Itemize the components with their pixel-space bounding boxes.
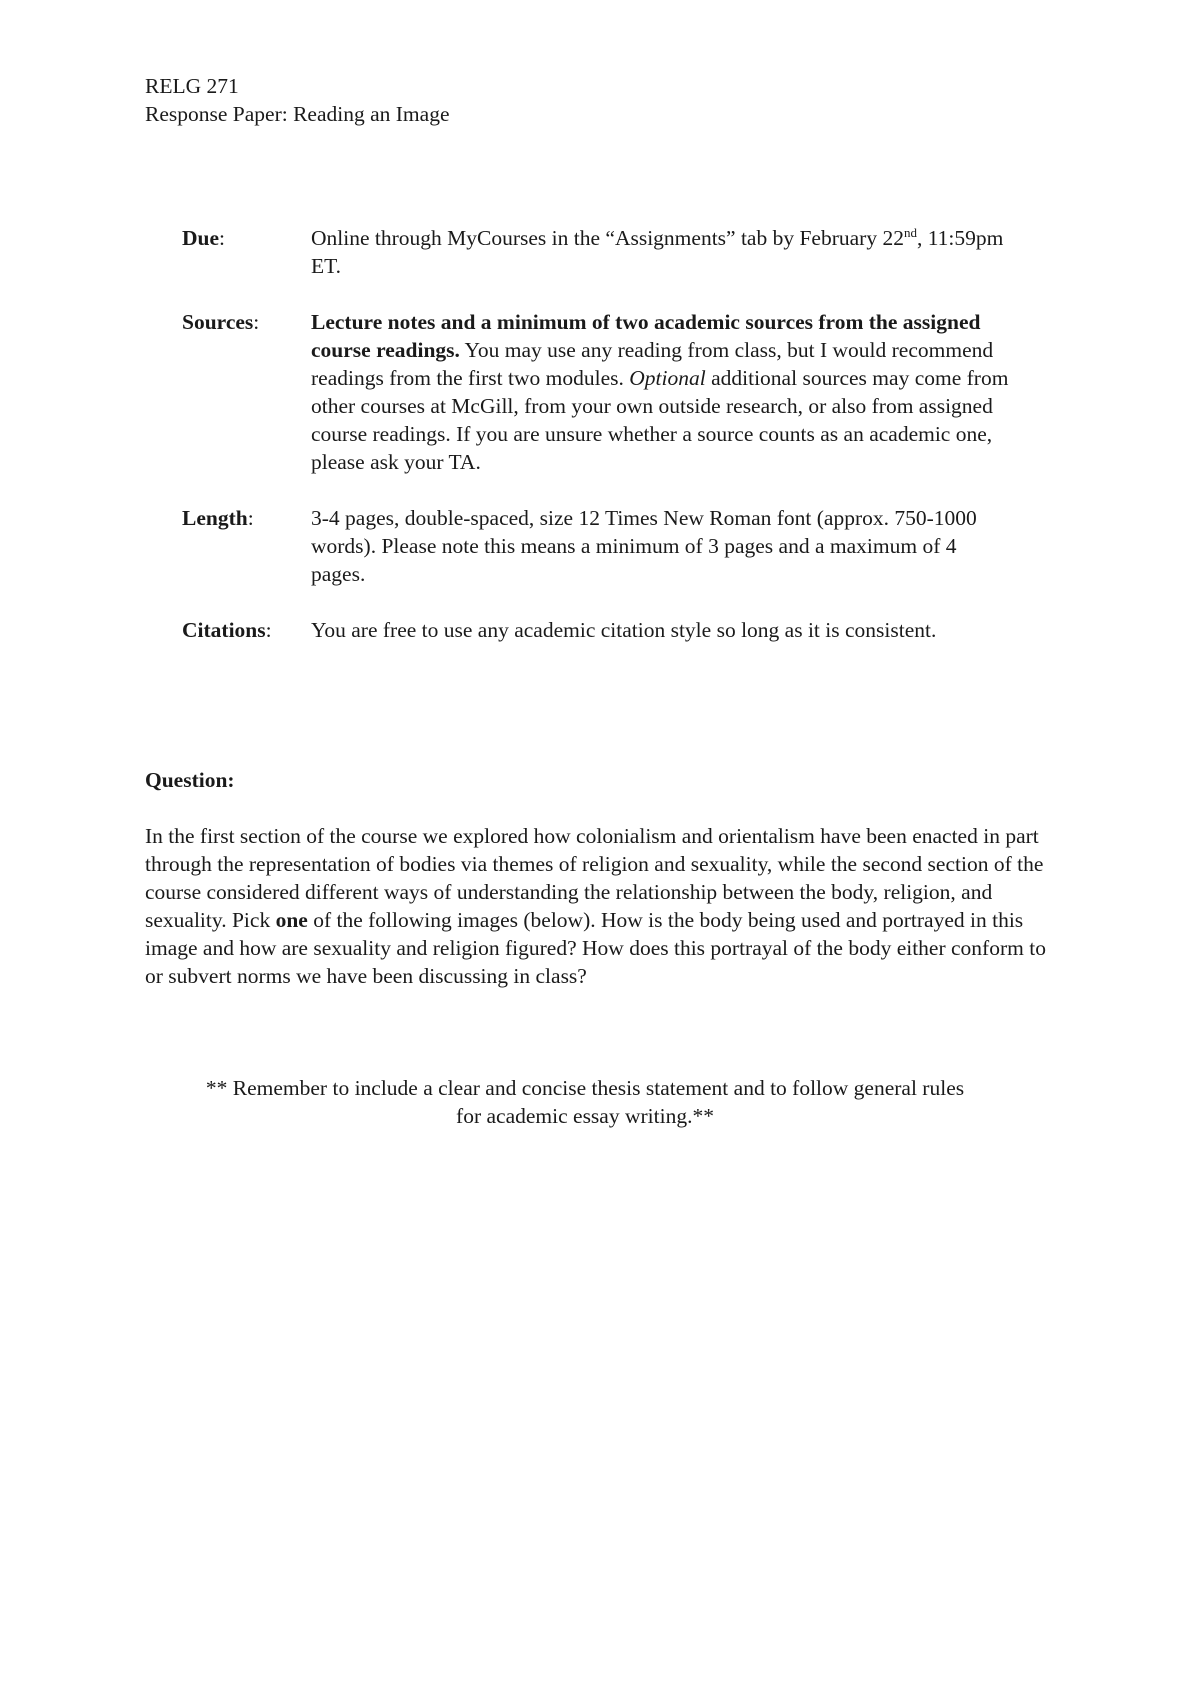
course-code: RELG 271 [145, 74, 239, 98]
length-row [182, 504, 1022, 588]
length-label-text: Length [182, 506, 248, 530]
sources-bold-text: Lecture notes and a minimum of two academic sources from the assigned course readings. [311, 310, 981, 362]
due-label [182, 224, 311, 280]
due-label-colon: : [219, 226, 226, 250]
sources-label [182, 308, 311, 476]
sources-label-colon: : [253, 310, 260, 334]
question-heading: Question: [145, 768, 235, 792]
citations-value: You are free to use any academic citation style so long as it is consistent. [311, 618, 937, 642]
question-text-before: In the first section of the course we explored how colonialism and orientalism have been enacted in part through the representation of bodies via themes of religion and sexuality, while the second section of the course considered different ways of understanding the relationship between the body, religion, and sexuality. Pick [145, 824, 1044, 932]
sources-row [182, 308, 1022, 476]
question-text-after: of the following images (below). How is the body being used and portrayed in this image and how are sexuality and religion figured? How does this portrayal of the body either conform to or subvert norms we have been discussing in class? [145, 908, 1046, 988]
due-time: , 11:59pm ET. [311, 226, 1004, 278]
citations-label [182, 616, 311, 644]
due-superscript: nd [903, 224, 917, 240]
question-bold-word: one [275, 908, 308, 932]
sources-value [311, 308, 1011, 476]
reminder-line-2: for academic essay writing.** [456, 1104, 714, 1128]
citations-label-text: Citations [182, 618, 266, 642]
reminder-line-1: ** Remember to include a clear and concise thesis statement and to follow general rules [205, 1076, 965, 1100]
sources-italic-text: Optional [629, 366, 706, 390]
question-paragraph [145, 822, 1050, 990]
sources-text-2: additional sources may come from other courses at McGill, from your own outside research, or also from assigned course readings. If you are unsure whether a source counts as an academic one, please ask your TA. [311, 366, 1009, 474]
due-row [182, 224, 1022, 280]
length-label-colon: : [247, 506, 254, 530]
due-value [311, 224, 1011, 280]
length-value: 3-4 pages, double-spaced, size 12 Times New Roman font (approx. 750-1000 words). Please note this means a minimum of 3 pages and a maximum of 4 pages. [311, 506, 977, 586]
sources-label-text: Sources [182, 310, 254, 334]
citations-row [182, 616, 1022, 644]
assignment-details [182, 224, 1022, 672]
sources-text-1: You may use any reading from class, but I would recommend readings from the first two modules. [311, 338, 994, 390]
due-text: Online through MyCourses in the “Assignments” tab by February 22 [311, 226, 904, 250]
citations-label-colon: : [265, 618, 272, 642]
length-label [182, 504, 311, 588]
assignment-title: Response Paper: Reading an Image [145, 102, 450, 126]
due-label-text: Due [182, 226, 220, 250]
reminder-note [145, 1074, 1025, 1130]
document-header [145, 72, 450, 128]
